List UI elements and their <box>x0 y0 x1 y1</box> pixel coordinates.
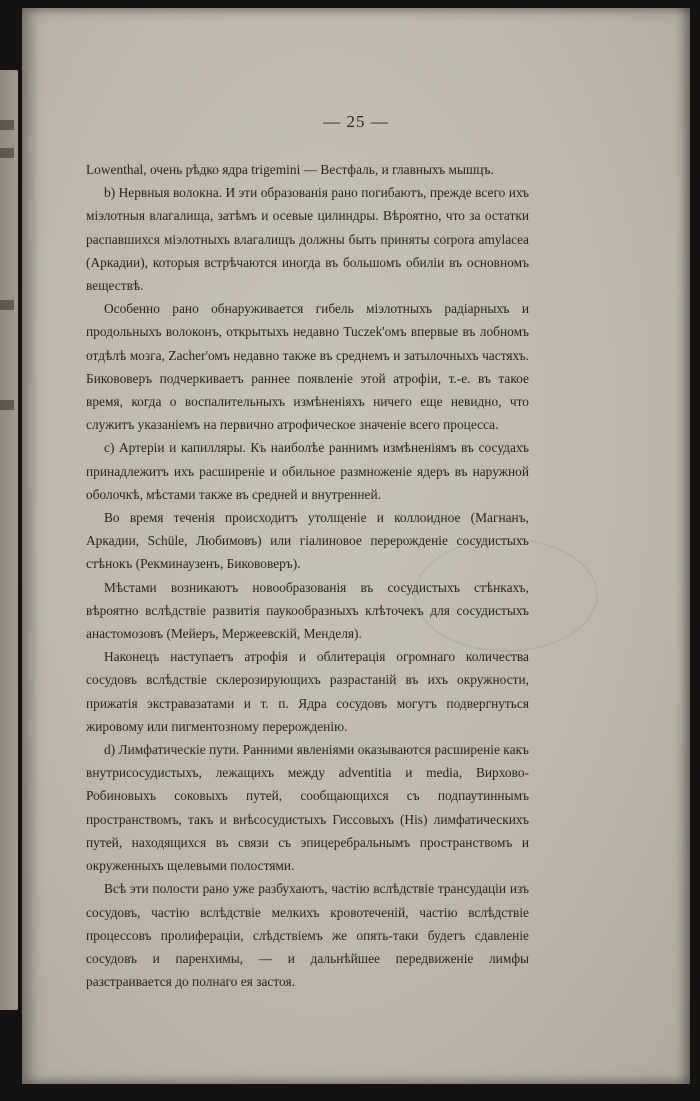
facing-page-text-fragment <box>0 148 14 158</box>
paragraph: b) Нервныя волокна. И эти образованія рано погибаютъ, прежде всего ихъ міэлотныя влагалища, затѣмъ и осевые цилиндры. Вѣроятно, что за остатки распавшихся міэлотныхъ влагалищъ должны быть приняты corpora amylacea (Аркадии), которыя встрѣчаются иногда въ большомъ обиліи въ основномъ веществѣ. <box>86 185 529 294</box>
book-page <box>22 8 690 1084</box>
paragraph: Особенно рано обнаруживается гибель міэлотныхъ радіарныхъ и продольныхъ волоконъ, открытыхъ недавно Tuczek'омъ впервые въ лобномъ отдѣлѣ мозга, Zacher'омъ недавно также въ среднемъ и затылочныхъ частяхъ. Бикововеръ подчеркиваетъ раннее появленіе этой атрофіи, т.-е. въ такое время, когда о воспалительныхъ измѣненіяхъ ничего еще невидно, что служитъ указаніемъ на первично атрофическое значеніе всего процесса. <box>86 301 529 433</box>
page-number: — 25 — <box>323 112 389 131</box>
body-text <box>86 158 529 993</box>
facing-page-text-fragment <box>0 120 14 130</box>
paragraph: Во время теченія происходитъ утолщеніе и коллоидное (Магнанъ, Аркадии, Schüle, Любимовъ) или гіалиновое перерожденіе сосудистыхъ стѣнокъ (Рекминаузенъ, Бикововеръ). <box>86 510 529 572</box>
paragraph: Наконецъ наступаетъ атрофія и облитерація огромнаго количества сосудовъ вслѣдствіе склерозирующихъ разрастаній въ ихъ окружности, прижатія экстравазатами и т. п. Ядра сосудовъ могутъ подвергнуться жировому или пигментозному перерожденію. <box>86 649 529 734</box>
paragraph: d) Лимфатическіе пути. Ранними явленіями оказываются расширеніе какъ внутрисосудистыхъ, лежащихъ между adventitia и media, Вирхово-Робиновыхъ соковыхъ путей, сообщающихся съ подпаутиннымъ пространствомъ, такъ и внѣсосудистыхъ Гиссовыхъ (His) лимфатическихъ путей, находящихся въ связи съ эпицеребральнымъ пространствомъ и окруженныхъ щелевыми полостями. <box>86 742 529 874</box>
paragraph: Всѣ эти полости рано уже разбухаютъ, частію вслѣдствіе трансудаціи изъ сосудовъ, частію вслѣдствіе мелкихъ кровотеченій, частію вслѣдствіе процессовъ пролифераціи, слѣдствіемъ же опять-таки будетъ сдавленіе сосудовъ и паренхимы, — и дальнѣйшее передвиженіе лимфы разстраивается до полнаго ея застоя. <box>86 881 529 990</box>
paragraph: Мѣстами возникаютъ новообразованія въ сосудистыхъ стѣнкахъ, вѣроятно вслѣдствіе развитія паукообразныхъ клѣточекъ для сосудистыхъ анастомозовъ (Мейеръ, Мержеевскій, Менделя). <box>86 579 529 642</box>
facing-page-edge <box>0 70 18 1010</box>
paragraph: c) Артеріи и капилляры. Къ наиболѣе раннимъ измѣненіямъ въ сосудахъ принадлежитъ ихъ расширеніе и обильное размноженіе ядеръ въ наружной оболочкѣ, мѣстами также въ средней и внутренней. <box>86 440 529 502</box>
facing-page-text-fragment <box>0 300 14 310</box>
paragraph: Lowenthal, очень рѣдко ядра trigemini — Вестфаль, и главныхъ мышцъ. <box>86 162 494 177</box>
facing-page-text-fragment <box>0 400 14 410</box>
